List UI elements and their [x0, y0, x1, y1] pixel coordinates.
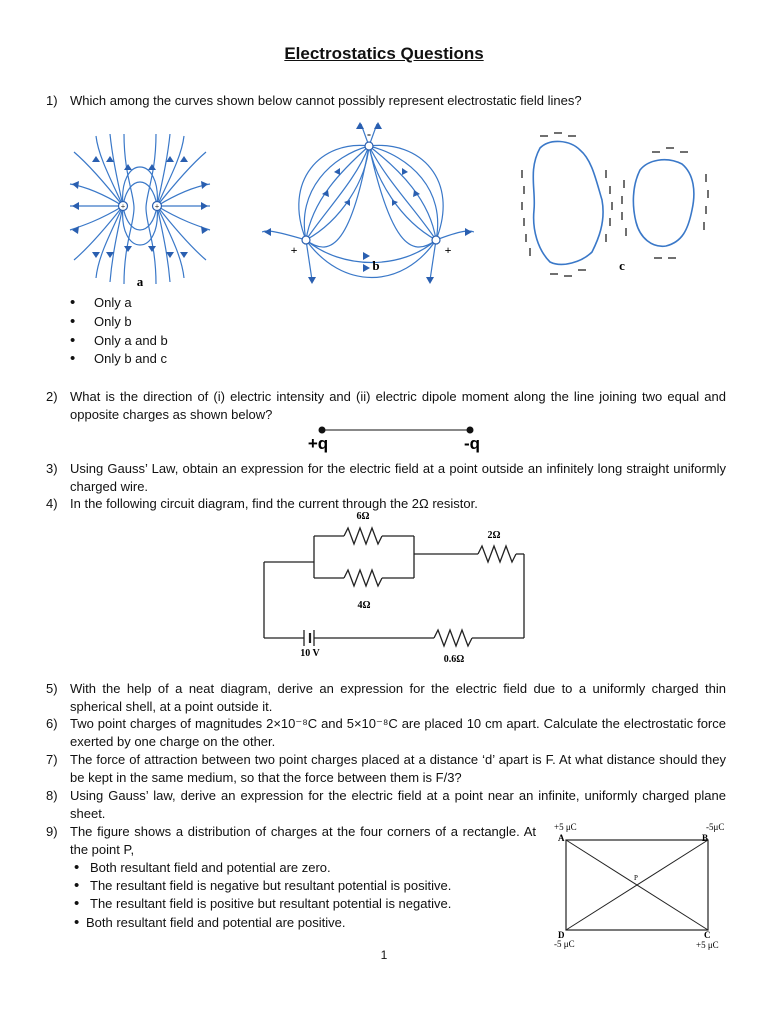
figure-b-label: b	[372, 258, 380, 273]
resistor-6-ohm-label: 6Ω	[356, 511, 370, 522]
dipole-figure	[300, 420, 490, 454]
question-number: 7)	[46, 752, 58, 767]
resistor-4-ohm-label: 4Ω	[357, 600, 371, 611]
figure-a-label: a	[136, 274, 144, 289]
question-text: Using Gauss’ Law, obtain an expression for the electric field at a point outside an infinitely long straight uniformly charged wire.	[70, 461, 726, 494]
plus-label: +	[444, 243, 452, 257]
question-9	[46, 823, 536, 858]
figure-a-field-lines	[68, 134, 212, 290]
figure-b-field-lines	[262, 120, 474, 290]
question-5	[46, 680, 726, 715]
charge-d-label: -5 μC	[554, 939, 575, 949]
rectangle-charges-figure	[548, 818, 738, 952]
question-number: 9)	[46, 824, 58, 839]
question-text: The force of attraction between two point charges placed at a distance ‘d’ apart is F. At what distance should they be kept in the same medium, so that the force between them is F/3?	[70, 752, 726, 785]
question-1	[46, 92, 726, 110]
question-number: 2)	[46, 389, 58, 404]
circuit-diagram	[258, 506, 534, 668]
point-p-label: P	[634, 874, 638, 882]
question-number: 1)	[46, 93, 58, 108]
question-text: What is the direction of (i) electric intensity and (ii) electric dipole moment along the line joining two equal and opposite charges as shown below?	[70, 389, 726, 422]
question-2	[46, 388, 726, 423]
positive-charge-label: +q	[307, 434, 329, 453]
corner-c-label: C	[704, 930, 711, 940]
question-text: With the help of a neat diagram, derive an expression for the electric field due to a uniformly charged thin spherical shell, at a point outside it.	[70, 681, 726, 714]
question-number: 8)	[46, 788, 58, 803]
page-title: Electrostatics Questions	[284, 44, 484, 63]
resistor-0.6-ohm-label: 0.6Ω	[443, 654, 465, 665]
question-number: 3)	[46, 461, 58, 476]
question-9-options	[70, 859, 451, 932]
question-6	[46, 715, 726, 750]
figure-c-charged-shapes	[510, 130, 722, 280]
corner-b-label: B	[702, 833, 709, 843]
charge-c-label: +5 μC	[696, 940, 719, 950]
corner-d-label: D	[558, 930, 565, 940]
option-item: • Both resultant field and potential are zero.	[70, 859, 451, 877]
option-item: • Only b	[70, 313, 168, 332]
option-item: • The resultant field is negative but resultant potential is positive.	[70, 877, 451, 895]
question-number: 4)	[46, 496, 58, 511]
plus-label: +	[290, 243, 298, 257]
option-item: • The resultant field is positive but resultant potential is negative.	[70, 895, 451, 913]
battery-label: 10 V	[300, 648, 320, 659]
charge-a-label: +5 μC	[554, 822, 577, 832]
question-number: 6)	[46, 716, 58, 731]
option-item: • Only a and b	[70, 332, 168, 351]
option-item: • Only b and c	[70, 350, 168, 369]
question-3	[46, 460, 726, 495]
question-1-options	[70, 294, 168, 369]
page-number: 1	[380, 948, 388, 962]
question-7	[46, 751, 726, 786]
corner-a-label: A	[558, 833, 565, 843]
plus-label: +	[120, 202, 126, 211]
plus-label: +	[154, 202, 160, 211]
resistor-2-ohm-label: 2Ω	[487, 530, 501, 541]
question-number: 5)	[46, 681, 58, 696]
question-text: Using Gauss’ law, derive an expression for the electric field at a point near an infinite, uniformly charged plane sheet.	[70, 788, 726, 821]
figure-c-label: c	[619, 258, 625, 273]
negative-charge-label: -q	[463, 434, 481, 453]
option-item: • Only a	[70, 294, 168, 313]
question-text: Which among the curves shown below cannot possibly represent electrostatic field lines?	[70, 93, 582, 108]
minus-label: -	[367, 127, 371, 141]
question-text: Two point charges of magnitudes 2×10⁻⁸C and 5×10⁻⁸C are placed 10 cm apart. Calculate the electrostatic force exerted by one charge on the other.	[70, 716, 726, 749]
question-8	[46, 787, 726, 822]
option-item: • Both resultant field and potential are positive.	[70, 914, 451, 932]
question-text: In the following circuit diagram, find the current through the 2Ω resistor.	[70, 496, 478, 511]
question-text: The figure shows a distribution of charges at the four corners of a rectangle. At the point P,	[70, 824, 536, 857]
charge-b-label: -5μC	[706, 822, 725, 832]
